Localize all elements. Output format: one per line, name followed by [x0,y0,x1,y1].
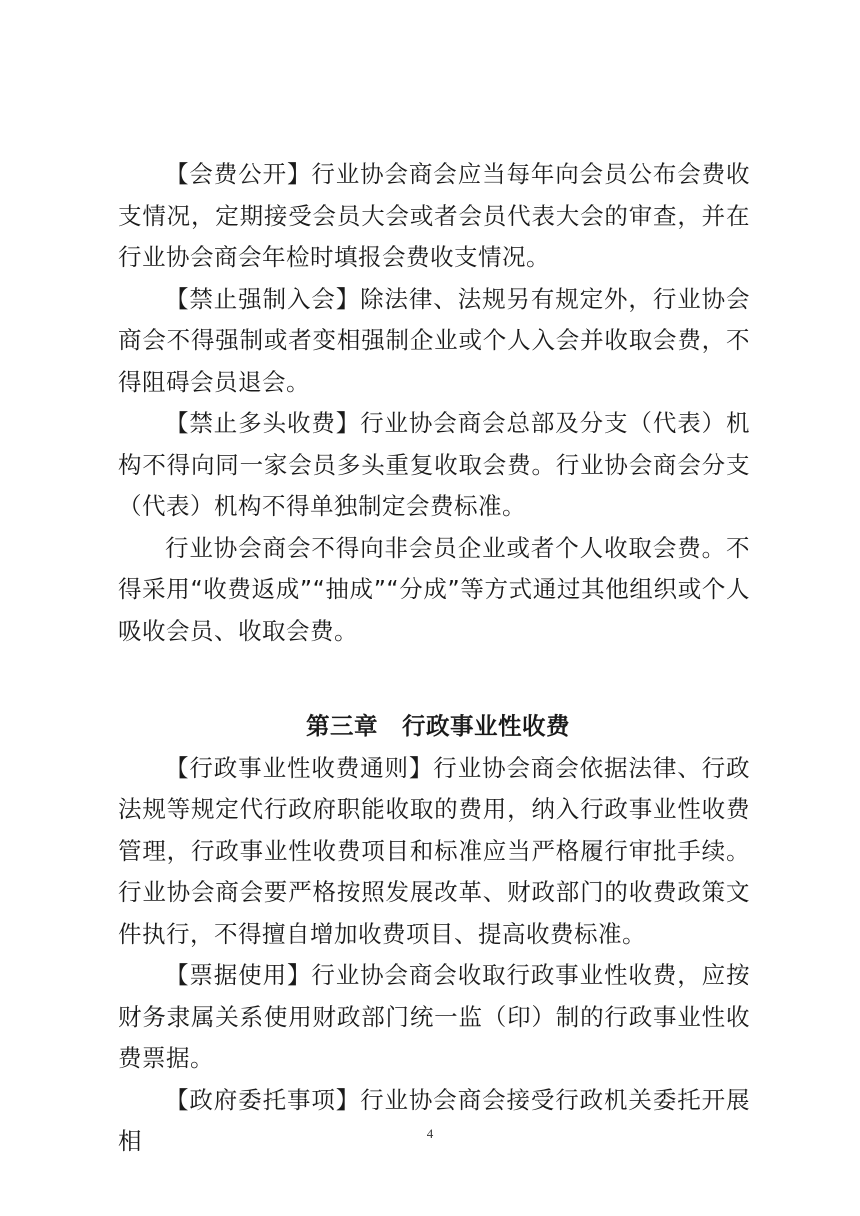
paragraph-non-member-fees: 行业协会商会不得向非会员企业或者个人收取会费。不得采用“收费返成”“抽成”“分成”等方式通过其他组织或个人吸收会员、收取会费。 [118,533,750,645]
paragraph-government-entrusted-matters: 【政府委托事项】行业协会商会接受行政机关委托开展相 [118,1085,750,1155]
paragraph-admin-fee-general-rule: 【行政事业性收费通则】行业协会商会依据法律、行政法规等规定代行政府职能收取的费用，纳入行政事业性收费管理，行政事业性收费项目和标准应当严格履行审批手续。行业协会商会要严格按照发展改革、财政部门的收费政策文件执行，不得擅自增加收费项目、提高收费标准。 [118,753,750,948]
paragraph-receipt-usage: 【票据使用】行业协会商会收取行政事业性收费，应按财务隶属关系使用财政部门统一监（印）制的行政事业性收费票据。 [118,961,750,1072]
page-body [118,154,750,1163]
section-spacer [118,652,750,706]
paragraph-no-forced-membership: 【禁止强制入会】除法律、法规另有规定外，行业协会商会不得强制或者变相强制企业或个人入会并收取会费，不得阻碍会员退会。 [118,284,750,396]
page-number: 4 [426,1126,434,1141]
paragraph-no-multiple-charges: 【禁止多头收费】行业协会商会总部及分支（代表）机构不得向同一家会员多头重复收取会费。行业协会商会分支（代表）机构不得单独制定会费标准。 [118,409,750,520]
paragraph-membership-fee-disclosure: 【会费公开】行业协会商会应当每年向会员公布会费收支情况，定期接受会员大会或者会员代表大会的审查，并在行业协会商会年检时填报会费收支情况。 [118,160,750,271]
chapter-title: 第三章 行政事业性收费 [306,712,570,740]
